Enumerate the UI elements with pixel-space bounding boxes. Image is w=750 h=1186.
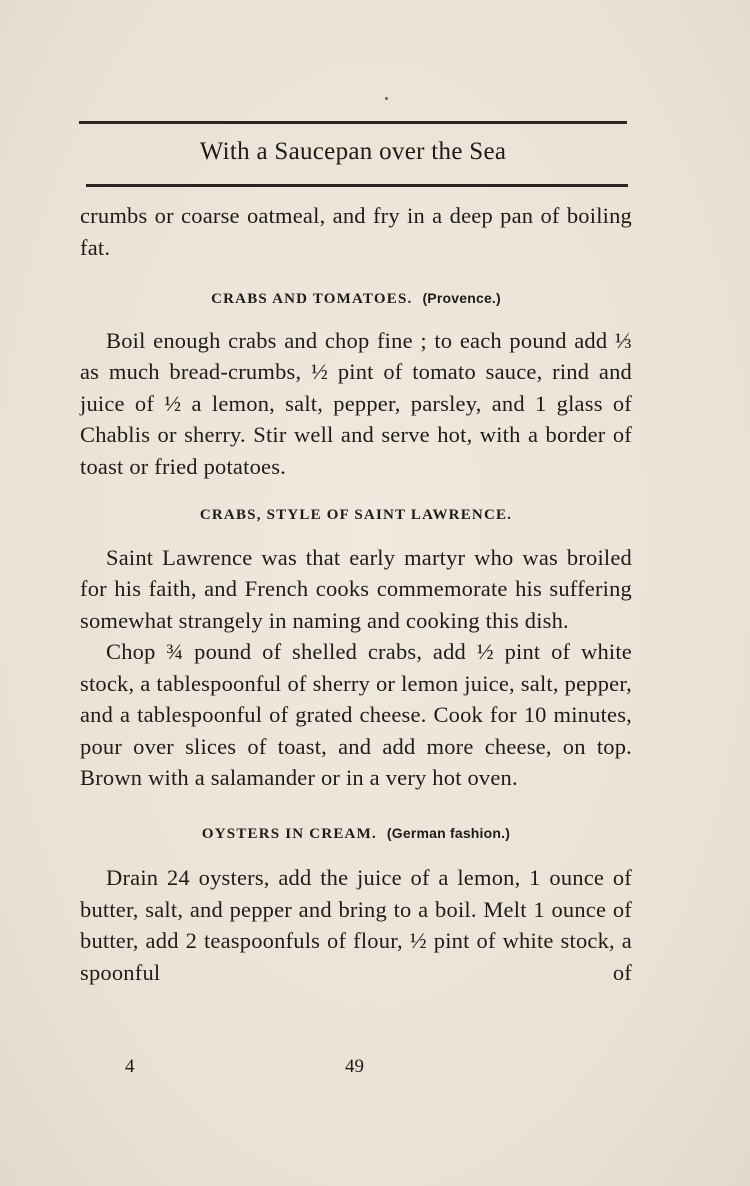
section-region: (German fashion.): [386, 824, 511, 841]
ink-speck: [385, 97, 388, 100]
recipe-paragraph: Boil enough crabs and chop fine ; to each pound add ⅓ as much bread-crumbs, ½ pint of tomato sauce, rind and juice of ½ a lemon, salt, pepper, parsley, and 1 glass of Chablis or sherry. Stir well and serve hot, with a border of toast or fried potatoes.: [80, 327, 632, 479]
section-title: CRABS AND TOMATOES.: [211, 291, 413, 307]
page-number: 49: [345, 1056, 364, 1077]
running-head: With a Saucepan over the Sea: [199, 138, 507, 165]
intro-paragraph: crumbs or coarse oatmeal, and fry in a deep pan of boiling fat.: [80, 203, 632, 260]
section-title: OYSTERS IN CREAM.: [201, 825, 377, 842]
body-text: [80, 200, 632, 988]
signature-mark: 4: [125, 1056, 135, 1077]
recipe-paragraph: Chop ¾ pound of shelled crabs, add ½ pint of white stock, a tablespoonful of sherry or lemon juice, salt, pepper, and a tablespoonful of grated cheese. Cook for 10 minutes, pour over slices of toast, and add more cheese, on top. Brown with a salamander or in a very hot oven.: [80, 639, 632, 790]
section-heading: [80, 283, 632, 316]
section-heading: [80, 818, 632, 851]
header-rule-bottom: [86, 184, 628, 187]
section-title: CRABS, STYLE OF SAINT LAWRENCE.: [199, 507, 513, 523]
header-rule-top: [79, 121, 627, 124]
recipe-paragraph: Drain 24 oysters, add the juice of a lemon, 1 ounce of butter, salt, and pepper and bring to a boil. Melt 1 ounce of butter, add 2 teaspoonfuls of flour, ½ pint of white stock, a spoonful of: [80, 865, 632, 985]
section-region: (Provence.): [422, 290, 501, 306]
section-heading: [80, 500, 632, 532]
recipe-paragraph: Saint Lawrence was that early martyr who was broiled for his faith, and French cooks commemorate his suffering somewhat strangely in naming and cooking this dish.: [80, 544, 632, 633]
